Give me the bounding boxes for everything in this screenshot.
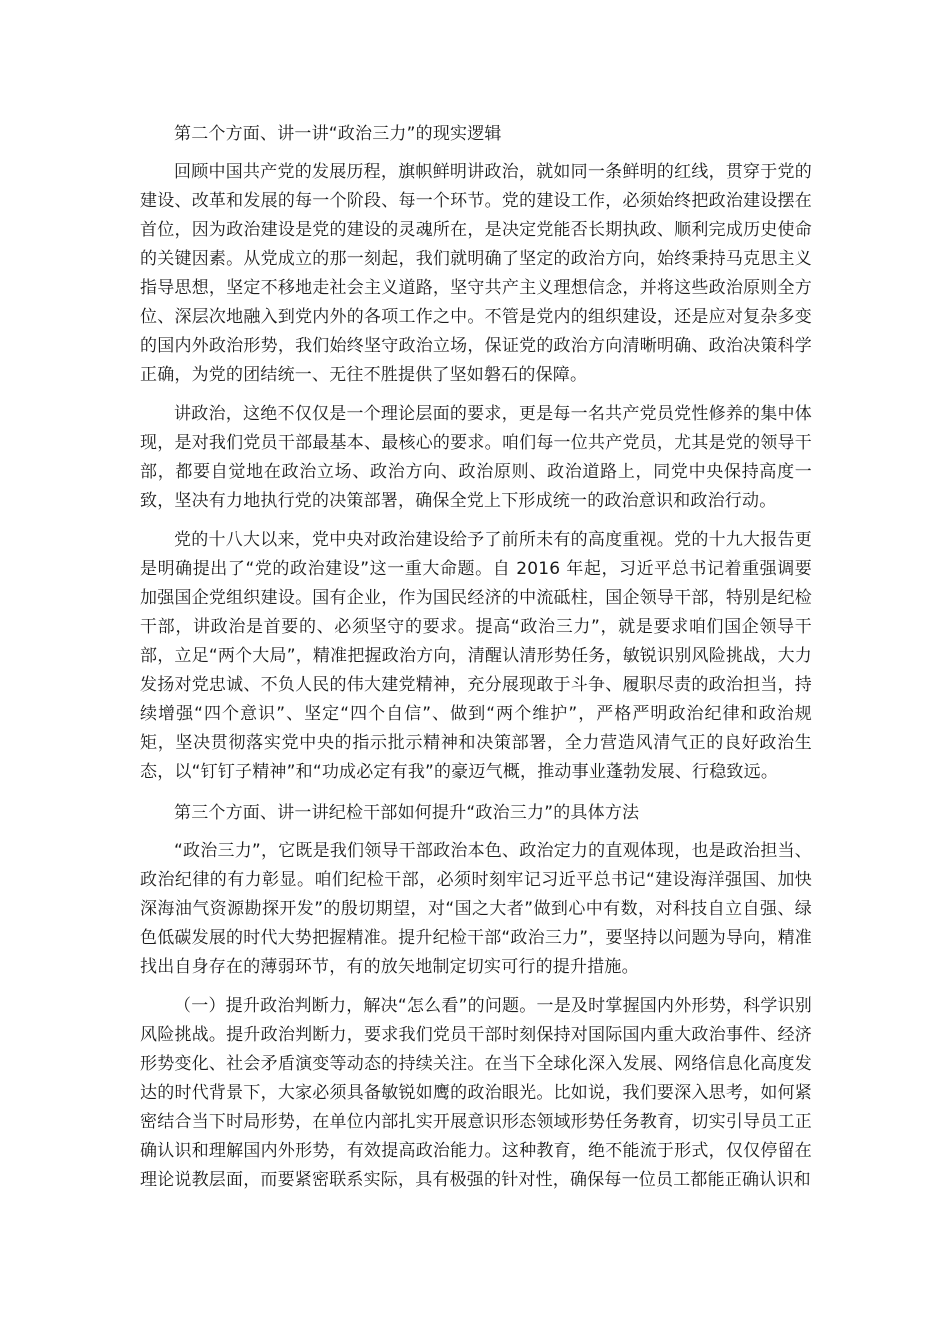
subsection-1-body: 一是及时掌握国内外形势，科学识别风险挑战。提升政治判断力，要求我们党员干部时刻保持对国际国内重大政治事件、经济形势变化、社会矛盾演变等动态的持续关注。在当下全球化深入发展、网络信息化高度发达的时代背景下，大家必须具备敏锐如鹰的政治眼光。比如说，我们要深入思考，如何紧密结合当下时局形势，在单位内部扎实开展意识形态领域形势任务教育，切实引导员工正确认识和理解国内外形势，有效提高政治能力。这种教育，绝不能流于形式，仅仅停留在理论说教层面，而要紧密联系实际，具有极强的针对性，确保每一位员工都能正确认识和	[140, 996, 813, 1190]
subsection-1-title: （一）提升政治判断力，解决“怎么看”的问题。	[174, 996, 537, 1016]
section-2-paragraph-1: 回顾中国共产党的发展历程，旗帜鲜明讲政治，就如同一条鲜明的红线，贯穿于党的建设、改革和发展的每一个阶段、每一个环节。党的建设工作，必须始终把政治建设摆在首位，因为政治建设是党的建设的灵魂所在，是决定党能否长期执政、顺利完成历史使命的关键因素。从党成立的那一刻起，我们就明确了坚定的政治方向，始终秉持马克思主义指导思想，坚定不移地走社会主义道路，坚守共产主义理想信念，并将这些政治原则全方位、深层次地融入到党内外的各项工作之中。不管是党内的组织建设，还是应对复杂多变的国内外政治形势，我们始终坚守政治立场，保证党的政治方向清晰明确、政治决策科学正确，为党的团结统一、无往不胜提供了坚如磐石的保障。	[140, 162, 812, 385]
section-2-heading: 第二个方面、讲一讲“政治三力”的现实逻辑	[174, 124, 502, 144]
section-3-heading: 第三个方面、讲一讲纪检干部如何提升“政治三力”的具体方法	[174, 803, 640, 823]
document-page	[140, 118, 812, 1205]
subsection-1-paragraph	[140, 992, 812, 1195]
section-3-paragraph-1: “政治三力”，它既是我们领导干部政治本色、政治定力的直观体现，也是政治担当、政治纪律的有力彰显。咱们纪检干部，必须时刻牢记习近平总书记“建设海洋强国、加快深海油气资源勘探开发”的殷切期望，对“国之大者”做到心中有数，对科技自立自强、绿色低碳发展的时代大势把握精准。提升纪检干部“政治三力”，要坚持以问题为导向，精准找出自身存在的薄弱环节，有的放矢地制定切实可行的提升措施。	[140, 841, 812, 977]
section-2-paragraph-2: 讲政治，这绝不仅仅是一个理论层面的要求，更是每一名共产党员党性修养的集中体现，是对我们党员干部最基本、最核心的要求。咱们每一位共产党员，尤其是党的领导干部，都要自觉地在政治立场、政治方向、政治原则、政治道路上，同党中央保持高度一致，坚决有力地执行党的决策部署，确保全党上下形成统一的政治意识和政治行动。	[140, 404, 812, 511]
section-2-paragraph-3: 党的十八大以来，党中央对政治建设给予了前所未有的高度重视。党的十九大报告更是明确提出了“党的政治建设”这一重大命题。自 2016 年起，习近平总书记着重强调要加强国企党组织建设。国有企业，作为国民经济的中流砥柱，国企领导干部，特别是纪检干部，讲政治是首要的、必须坚守的要求。提高“政治三力”，就是要求咱们国企领导干部，立足“两个大局”，精准把握政治方向，清醒认清形势任务，敏锐识别风险挑战，大力发扬对党忠诚、不负人民的伟大建党精神，充分展现敢于斗争、履职尽责的政治担当，持续增强“四个意识”、坚定“四个自信”、做到“两个维护”，严格严明政治纪律和政治规矩，坚决贯彻落实党中央的指示批示精神和决策部署，全力营造风清气正的良好政治生态，以“钉钉子精神”和“功成必定有我”的豪迈气概，推动事业蓬勃发展、行稳致远。	[140, 530, 812, 782]
